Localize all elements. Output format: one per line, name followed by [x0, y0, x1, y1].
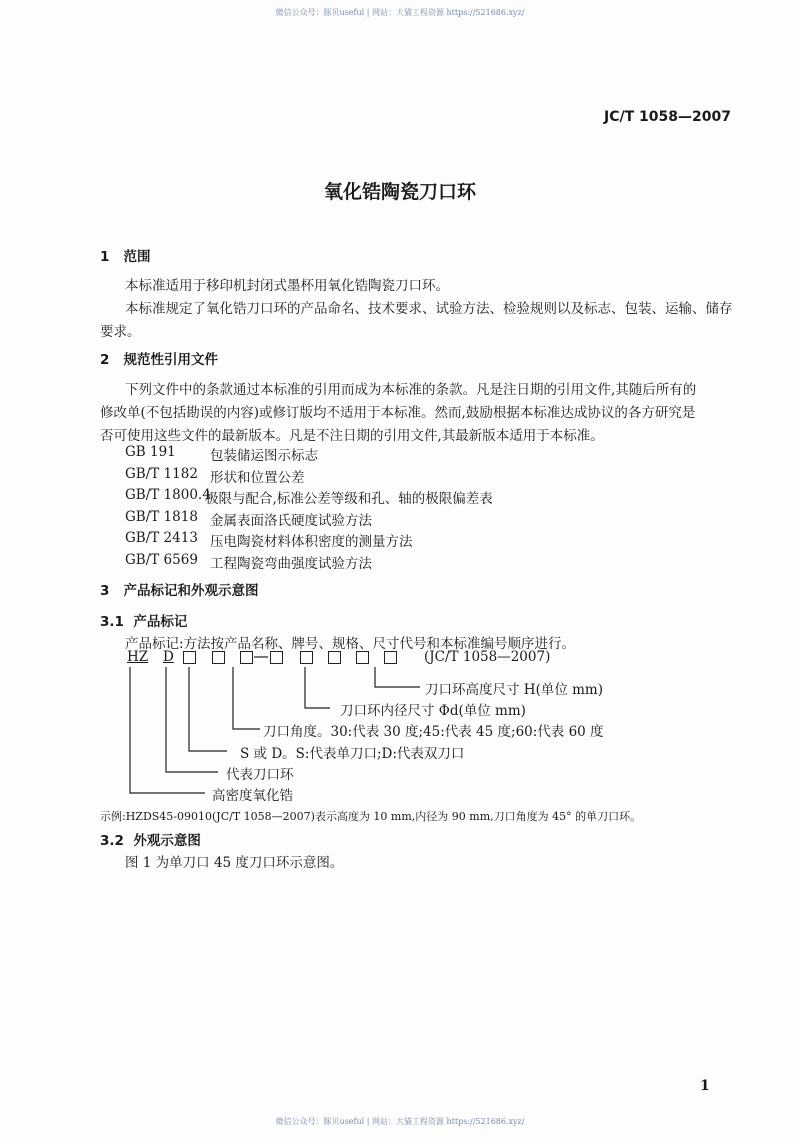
- section-1-heading: 1 范围: [100, 249, 151, 265]
- reference-code: GB 191: [125, 444, 176, 460]
- paragraph: 本标准规定了氧化锆刀口环的产品命名、技术要求、试验方法、检验规则以及标志、包装、运输、储存: [125, 301, 733, 317]
- reference-title: 形状和位置公差: [210, 469, 305, 486]
- watermark-top: 微信公众号：豚贝useful | 网站：大猫工程资源 https://521686.xyz/: [275, 8, 525, 17]
- marking-label: 代表刀口环: [226, 767, 294, 783]
- example-text: 示例:HZDS45-09010(JC/T 1058—2007)表示高度为 10 mm,内径为 90 mm,刀口角度为 45° 的单刀口环。: [100, 810, 642, 823]
- reference-title: 金属表面洛氏硬度试验方法: [210, 512, 372, 529]
- code-standard: (JC/T 1058—2007): [424, 649, 551, 665]
- paragraph: 要求。: [100, 324, 141, 340]
- reference-title: 极限与配合,标准公差等级和孔、轴的极限偏差表: [205, 491, 493, 507]
- reference-title: 包装储运图示标志: [210, 448, 318, 464]
- paragraph: 下列文件中的条款通过本标准的引用而成为本标准的条款。凡是注日期的引用文件,其随后所有的: [125, 382, 697, 398]
- standard-number: JC/T 1058—2007: [604, 109, 731, 125]
- section-3-heading: 3 产品标记和外观示意图: [100, 583, 259, 599]
- code-hz: HZ: [127, 649, 149, 665]
- code-d: D: [163, 649, 174, 665]
- reference-code: GB/T 1182: [125, 465, 198, 482]
- marking-label: 刀口环内径尺寸 Φd(单位 mm): [340, 703, 526, 719]
- watermark-bottom: 微信公众号：豚贝useful | 网站：大猫工程资源 https://521686.xyz/: [275, 1117, 525, 1126]
- reference-code: GB/T 2413: [125, 530, 198, 546]
- section-3-2-heading: 3.2 外观示意图: [100, 833, 201, 849]
- reference-code: GB/T 6569: [125, 551, 198, 568]
- paragraph: 本标准适用于移印机封闭式墨杯用氧化锆陶瓷刀口环。: [125, 278, 449, 294]
- document-title: 氧化锆陶瓷刀口环: [323, 181, 476, 203]
- marking-label: 高密度氧化锆: [212, 788, 293, 804]
- reference-code: GB/T 1818: [125, 508, 198, 525]
- marking-label: S 或 D。S:代表单刀口;D:代表双刀口: [240, 746, 465, 762]
- marking-label: 刀口环高度尺寸 H(单位 mm): [425, 682, 603, 698]
- paragraph: 修改单(不包括勘误的内容)或修订版均不适用于本标准。然而,鼓励根据本标准达成协议的各方研究是: [100, 405, 696, 421]
- section-3-1-heading: 3.1 产品标记: [100, 614, 188, 630]
- section-2-heading: 2 规范性引用文件: [100, 352, 219, 368]
- paragraph: 产品标记:方法按产品名称、牌号、规格、尺寸代号和本标准编号顺序进行。: [125, 636, 576, 652]
- reference-title: 压电陶瓷材料体积密度的测量方法: [210, 534, 413, 550]
- page-number: 1: [700, 1078, 710, 1094]
- paragraph: 否可使用这些文件的最新版本。凡是不注日期的引用文件,其最新版本适用于本标准。: [100, 428, 604, 444]
- marking-label: 刀口角度。30:代表 30 度;45:代表 45 度;60:代表 60 度: [263, 724, 604, 740]
- paragraph: 图 1 为单刀口 45 度刀口环示意图。: [125, 855, 344, 871]
- reference-code: GB/T 1800.4: [125, 487, 211, 503]
- reference-title: 工程陶瓷弯曲强度试验方法: [210, 555, 372, 572]
